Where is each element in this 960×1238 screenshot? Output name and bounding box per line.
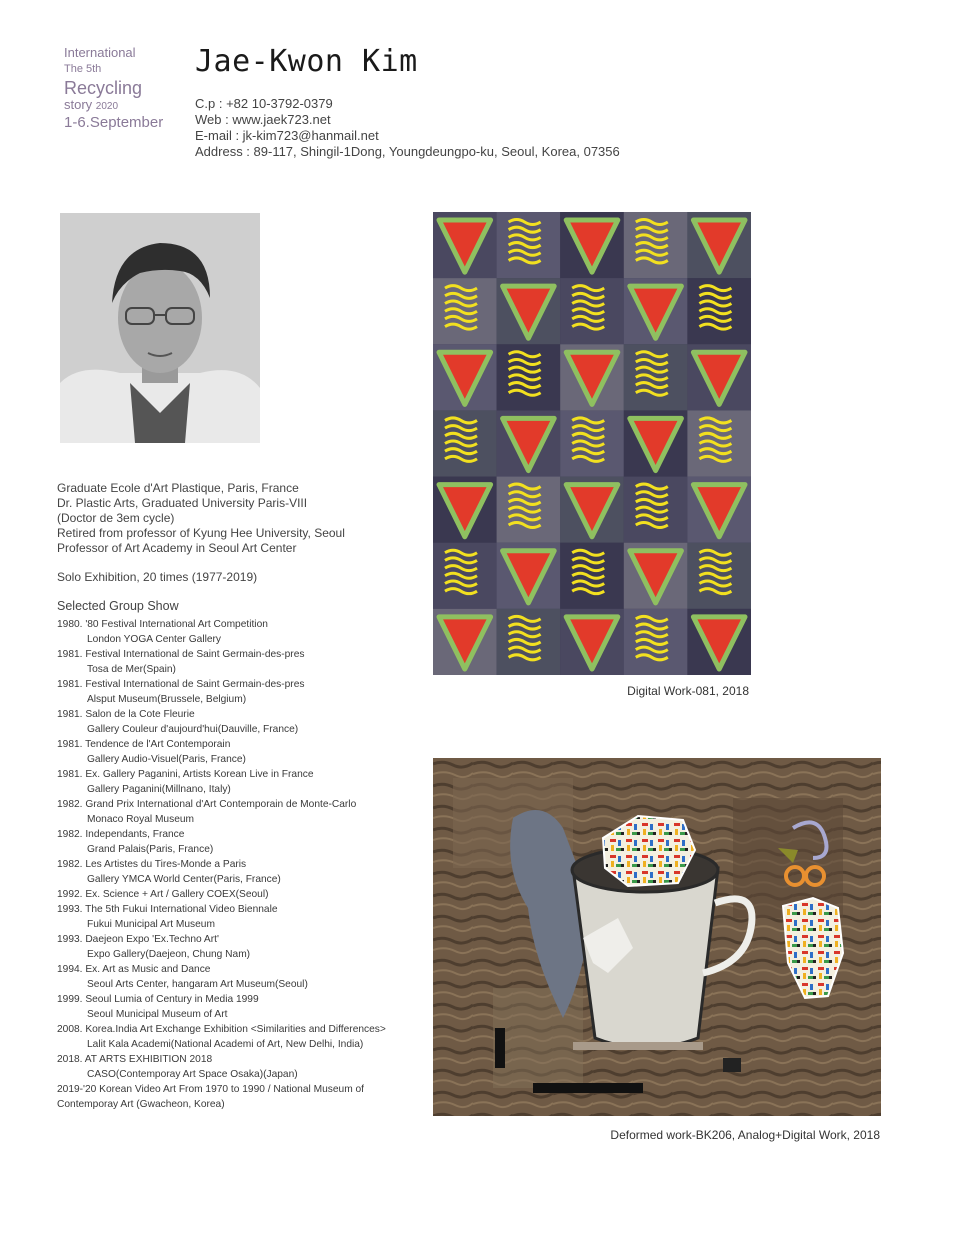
group-show-item — [57, 992, 402, 1022]
group-show-title: Selected Group Show — [57, 599, 179, 613]
group-show-list — [57, 617, 402, 1112]
group-show-item — [57, 1022, 402, 1052]
group-show-title-line: 1999. Seoul Lumia of Century in Media 1999 — [57, 994, 259, 1005]
event-dates: 1-6.September — [64, 114, 164, 132]
group-show-title-line: 1982. Independants, France — [57, 829, 185, 840]
contact-block — [195, 96, 620, 160]
group-show-venue: Monaco Royal Museum — [87, 814, 195, 825]
group-show-venue: Fukui Municipal Art Museum — [87, 919, 215, 930]
group-show-title-line: 1981. Salon de la Cote Fleurie — [57, 709, 195, 720]
group-show-venue: Lalit Kala Academi(National Academi of Art, New Delhi, India) — [87, 1039, 364, 1050]
contact-email: E-mail : jk-kim723@hanmail.net — [195, 128, 379, 143]
group-show-venue: Grand Palais(Paris, France) — [87, 844, 214, 855]
group-show-item — [57, 707, 402, 737]
solo-exhibitions: Solo Exhibition, 20 times (1977-2019) — [57, 570, 258, 584]
bio-line: Dr. Plastic Arts, Graduated University Paris-VIII — [57, 496, 308, 510]
group-show-item — [57, 1082, 402, 1112]
group-show-item — [57, 887, 402, 902]
group-show-title-line: 1982. Les Artistes du Tires-Monde a Paris — [57, 859, 247, 870]
event-line-recycling: Recycling — [64, 77, 143, 98]
group-show-item — [57, 677, 402, 707]
group-show-title-line: 1992. Ex. Science + Art / Gallery COEX(Seoul) — [57, 889, 269, 900]
group-show-title-line: 1981. Festival International de Saint Germain-des-pres — [57, 649, 305, 660]
group-show-item — [57, 827, 402, 857]
artwork-digital-work-081 — [433, 212, 751, 675]
bio-line: Professor of Art Academy in Seoul Art Center — [57, 541, 297, 555]
group-show-title-line: 1981. Tendence de l'Art Contemporain — [57, 739, 231, 750]
bio-line: Graduate Ecole d'Art Plastique, Paris, France — [57, 481, 299, 495]
group-show-item — [57, 647, 402, 677]
event-line-story — [64, 98, 163, 113]
artist-name: Jae-Kwon Kim — [195, 44, 418, 79]
group-show-title-line: 1982. Grand Prix International d'Art Contemporain de Monte-Carlo — [57, 799, 357, 810]
group-show-venue: London YOGA Center Gallery — [87, 634, 222, 645]
group-show-title-line: 2008. Korea.India Art Exchange Exhibition <Similarities and Differences> — [57, 1024, 386, 1035]
group-show-item — [57, 857, 402, 887]
group-show-item — [57, 767, 402, 797]
contact-web: Web : www.jaek723.net — [195, 112, 331, 127]
artist-portrait — [60, 213, 260, 443]
group-show-title-line: 2019-'20 Korean Video Art From 1970 to 1990 / National Museum of — [57, 1084, 365, 1095]
group-show-item — [57, 1052, 402, 1082]
group-show-venue: Alsput Museum(Brussele, Belgium) — [87, 694, 247, 705]
group-show-item — [57, 737, 402, 767]
group-show-title-line: 1993. The 5th Fukui International Video Biennale — [57, 904, 278, 915]
group-show-venue: Seoul Arts Center, hangaram Art Museum(Seoul) — [87, 979, 308, 990]
contact-address: Address : 89-117, Shingil-1Dong, Youngdeungpo-ku, Seoul, Korea, 07356 — [195, 144, 620, 159]
event-line-edition: The 5th — [64, 62, 102, 75]
group-show-title-line: 2018. AT ARTS EXHIBITION 2018 — [57, 1054, 213, 1065]
event-line-international: International — [64, 45, 136, 60]
group-show-venue: Gallery Couleur d'aujourd'hui(Dauville, France) — [87, 724, 299, 735]
group-show-item — [57, 962, 402, 992]
group-show-title-line: 1981. Ex. Gallery Paganini, Artists Korean Live in France — [57, 769, 314, 780]
group-show-venue: Gallery Paganini(Millnano, Italy) — [87, 784, 231, 795]
artwork-deformed-work-bk206-image — [433, 758, 881, 1116]
event-label — [64, 46, 163, 131]
group-show-venue: Contemporay Art (Gwacheon, Korea) — [57, 1099, 225, 1110]
artwork-1-caption: Digital Work-081, 2018 — [627, 684, 749, 698]
event-story-word: story — [64, 97, 93, 113]
group-show-item — [57, 902, 402, 932]
group-show-title-line: 1993. Daejeon Expo 'Ex.Techno Art' — [57, 934, 219, 945]
bio-line: Retired from professor of Kyung Hee University, Seoul — [57, 526, 345, 540]
artwork-2-caption: Deformed work-BK206, Analog+Digital Work, 2018 — [610, 1128, 880, 1142]
group-show-item — [57, 797, 402, 827]
group-show-venue: CASO(Contemporay Art Space Osaka)(Japan) — [87, 1069, 298, 1080]
portrait-drawing — [60, 213, 260, 443]
group-show-venue: Expo Gallery(Daejeon, Chung Nam) — [87, 949, 251, 960]
contact-phone: C.p : +82 10-3792-0379 — [195, 96, 333, 111]
group-show-venue: Gallery Audio-Visuel(Paris, France) — [87, 754, 246, 765]
group-show-item — [57, 932, 402, 962]
bio-line: (Doctor de 3em cycle) — [57, 511, 175, 525]
group-show-venue: Gallery YMCA World Center(Paris, France) — [87, 874, 281, 885]
group-show-title-line: 1994. Ex. Art as Music and Dance — [57, 964, 211, 975]
artwork-digital-work-081-image — [433, 212, 751, 675]
group-show-venue: Tosa de Mer(Spain) — [87, 664, 176, 675]
group-show-title-line: 1981. Festival International de Saint Germain-des-pres — [57, 679, 305, 690]
group-show-title-line: 1980. '80 Festival International Art Competition — [57, 619, 268, 630]
group-show-item — [57, 617, 402, 647]
group-show-venue: Seoul Municipal Museum of Art — [87, 1009, 228, 1020]
event-year: 2020 — [95, 101, 119, 113]
artwork-deformed-work-bk206 — [433, 758, 881, 1116]
biography — [57, 481, 397, 614]
